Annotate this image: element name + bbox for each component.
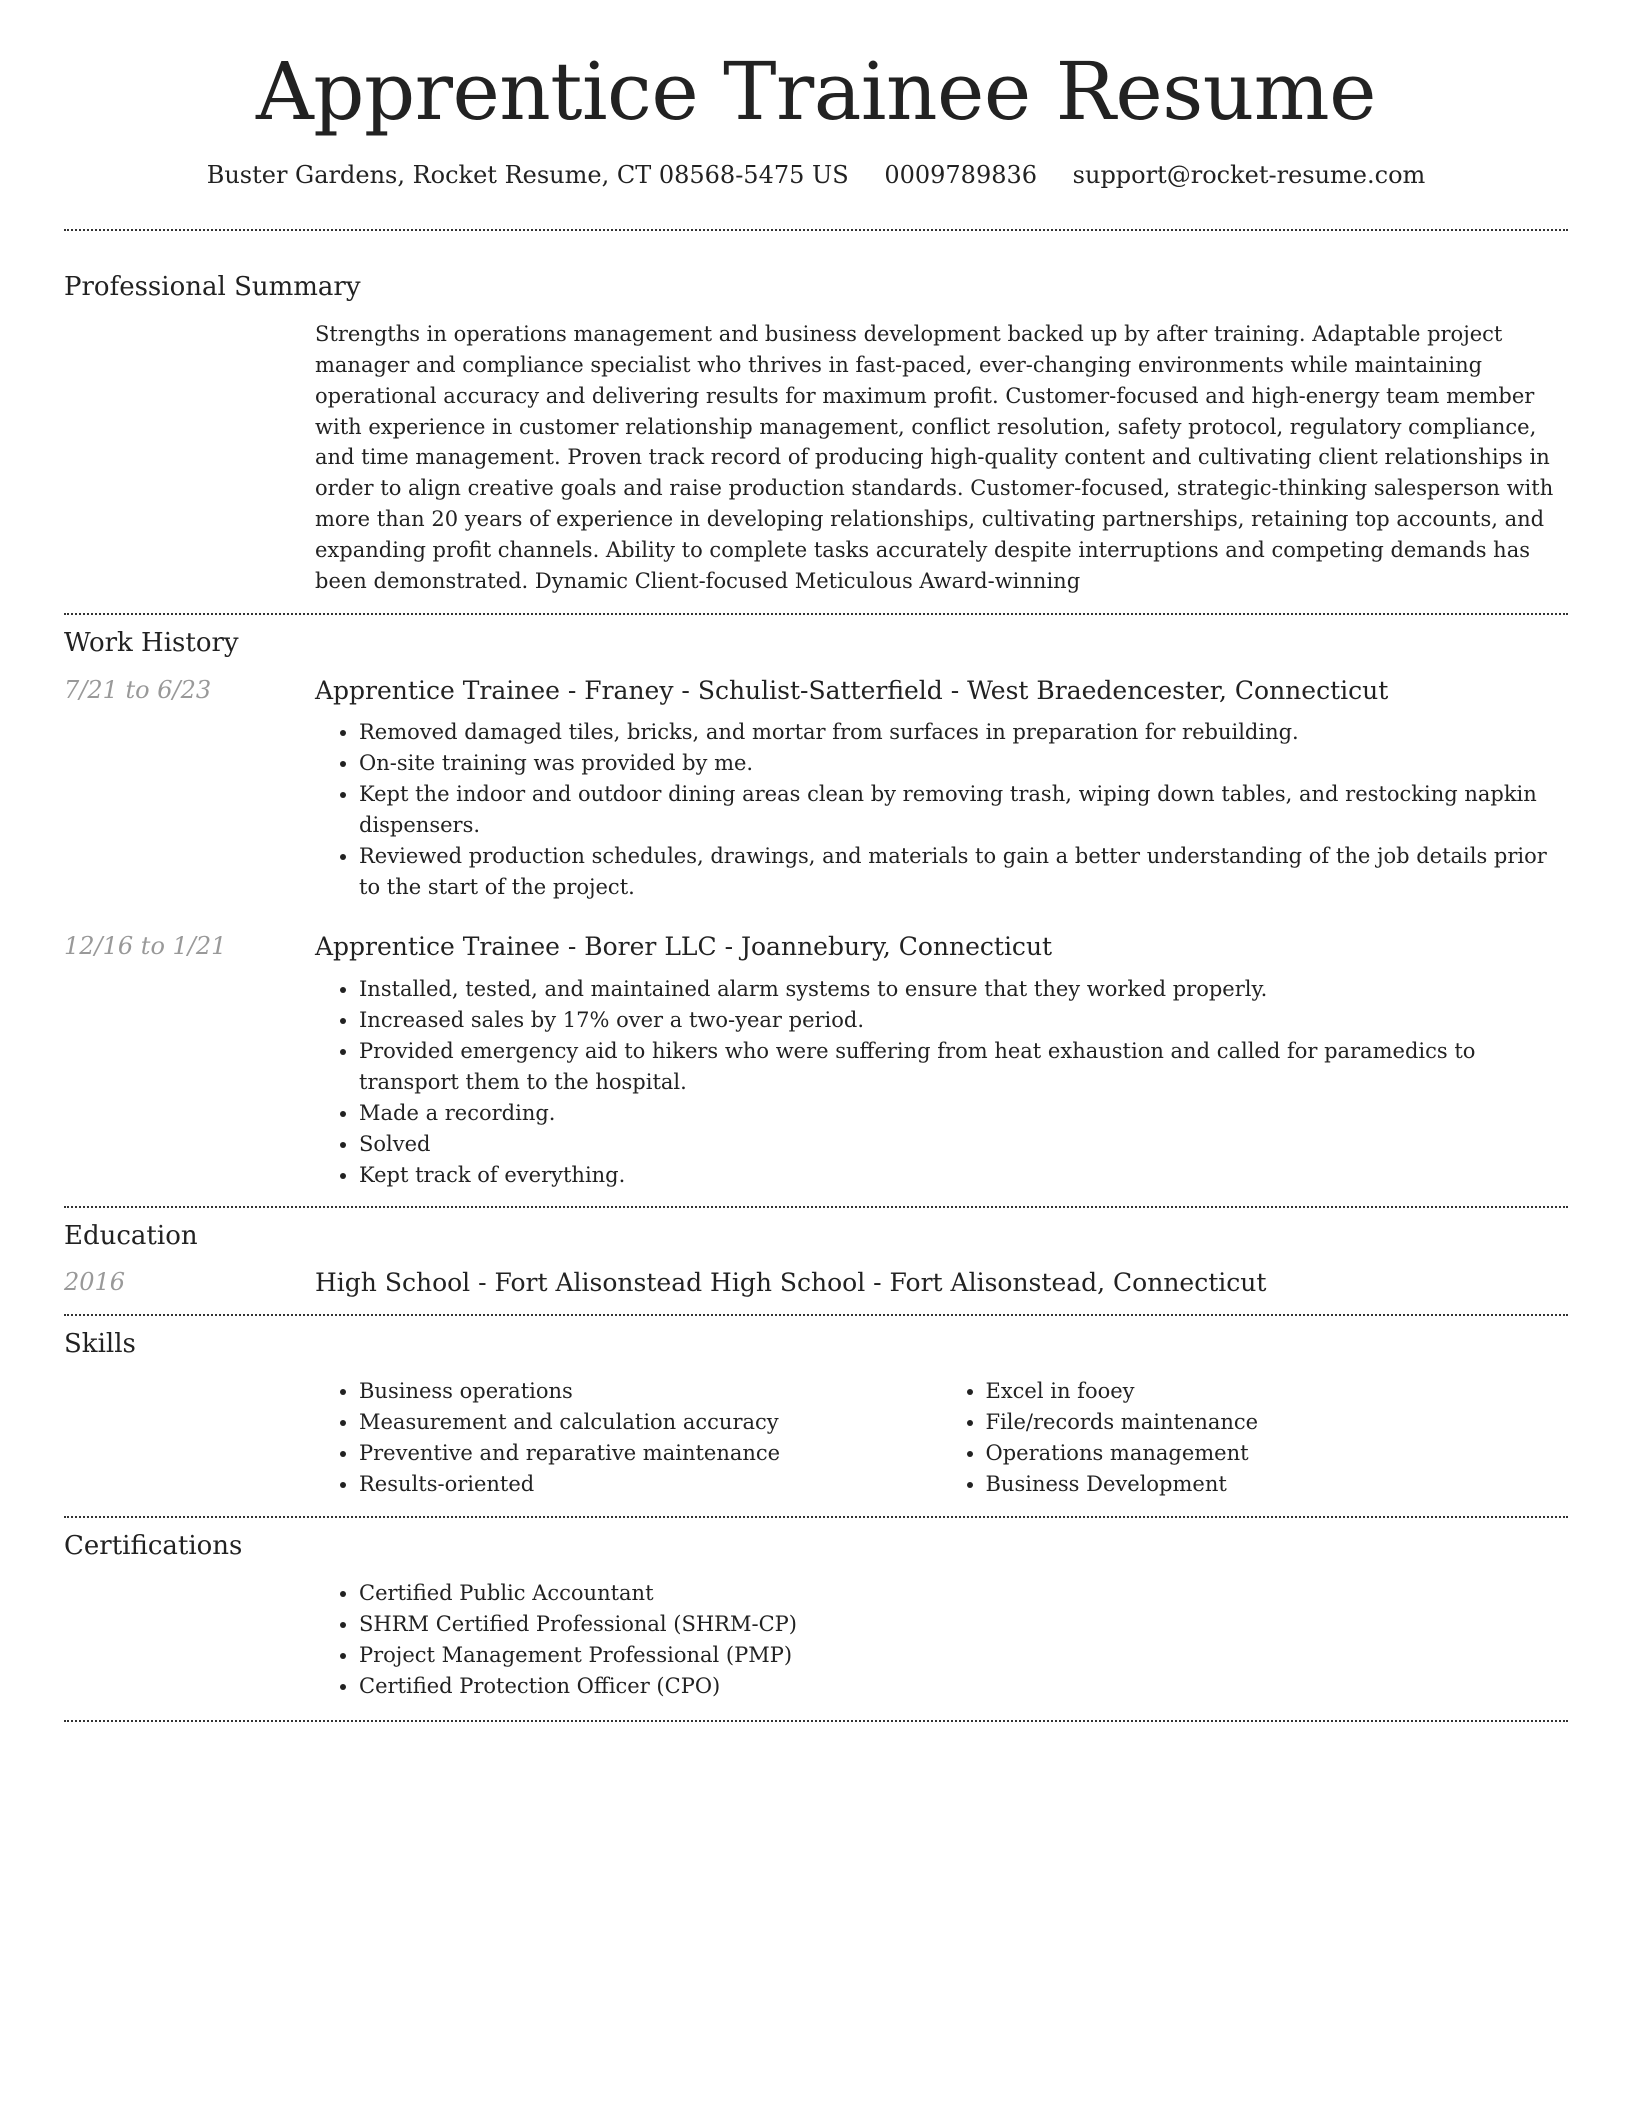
list-item: • Certified Protection Officer (CPO) (359, 1671, 1568, 1702)
list-item: • On-site training was provided by me. (359, 748, 1568, 779)
work-history-section (64, 615, 1568, 1206)
certifications-section (64, 1518, 1568, 1720)
education-title: High School - Fort Alisonstead High School - Fort Alisonstead, Connecticut (315, 1268, 1267, 1298)
list-item: • Reviewed production schedules, drawings, and materials to gain a better understanding of the job details prior to the start of the project. (359, 841, 1568, 903)
section-heading: Certifications (64, 1530, 243, 1561)
job-title: Apprentice Trainee - Franey - Schulist-Satterfield - West Braedencester, Connecticut (315, 675, 1389, 705)
list-item: • Installed, tested, and maintained alarm systems to ensure that they worked properly. (359, 974, 1568, 1005)
list-item: • Provided emergency aid to hikers who were suffering from heat exhaustion and called for paramedics to transport them to the hospital. (359, 1036, 1568, 1098)
contact-line (64, 160, 1568, 191)
education-section (64, 1208, 1568, 1314)
resume-header (64, 0, 1568, 191)
list-item: • Kept the indoor and outdoor dining areas clean by removing trash, wiping down tables, and restocking napkin dispensers. (359, 779, 1568, 841)
list-item: • Certified Public Accountant (359, 1578, 1568, 1609)
list-item: • Operations management (986, 1438, 1569, 1469)
job-title: Apprentice Trainee - Borer LLC - Joannebury, Connecticut (315, 932, 1053, 962)
page-title: Apprentice Trainee Resume (256, 45, 1376, 138)
list-item: • Preventive and reparative maintenance (359, 1438, 942, 1469)
list-item: • Solved (359, 1129, 1568, 1160)
contact-address: Buster Gardens, Rocket Resume, CT 08568-5475 US (206, 161, 849, 189)
list-item: • Business Development (986, 1469, 1569, 1500)
divider (64, 1720, 1568, 1722)
list-item: • Increased sales by 17% over a two-year period. (359, 1005, 1568, 1036)
section-heading: Professional Summary (64, 272, 361, 303)
list-item: • Project Management Professional (PMP) (359, 1640, 1568, 1671)
job-bullets (315, 717, 1568, 903)
list-item: • SHRM Certified Professional (SHRM-CP) (359, 1609, 1568, 1640)
skills-columns (315, 1376, 1568, 1500)
section-heading: Skills (64, 1328, 136, 1359)
section-heading: Work History (64, 627, 239, 658)
section-heading: Education (64, 1220, 198, 1251)
list-item: • File/records maintenance (986, 1407, 1569, 1438)
job-dates: 12/16 to 1/21 (64, 932, 227, 961)
skills-section (64, 1316, 1568, 1516)
certifications-list (315, 1578, 1568, 1702)
job-dates: 7/21 to 6/23 (64, 675, 212, 704)
summary-section (64, 231, 1568, 613)
list-item: • Measurement and calculation accuracy (359, 1407, 942, 1438)
list-item: • Removed damaged tiles, bricks, and mortar from surfaces in preparation for rebuilding. (359, 717, 1568, 748)
list-item: • Results-oriented (359, 1469, 942, 1500)
summary-text: Strengths in operations management and business development backed up by after training. Adaptable project manager and compliance specialist who thrives in fast-paced, ever-changing environments while maintaining operational accuracy and delivering results for maximum profit. Customer-focused and high-energy team member with experience in customer relationship management, conflict resolution, safety protocol, regulatory compliance, and time management. Proven track record of producing high-quality content and cultivating client relationships in order to align creative goals and raise production standards. Customer-focused, strategic-thinking salesperson with more than 20 years of experience in developing relationships, cultivating partnerships, retaining top accounts, and expanding profit channels. Ability to complete tasks accurately despite interruptions and competing demands has been demonstrated. Dynamic Client-focused Meticulous Award-winning (315, 321, 1554, 593)
education-year: 2016 (64, 1268, 126, 1297)
job-entry (64, 931, 1568, 1191)
job-bullets (315, 974, 1568, 1192)
job-entry (64, 675, 1568, 904)
list-item: • Business operations (359, 1376, 942, 1407)
contact-phone: 0009789836 (884, 161, 1038, 189)
list-item: • Kept track of everything. (359, 1160, 1568, 1191)
skills-list-left (315, 1376, 942, 1500)
contact-email: support@rocket-resume.com (1072, 161, 1426, 189)
education-entry (64, 1267, 1568, 1300)
list-item: • Made a recording. (359, 1098, 1568, 1129)
list-item: • Excel in fooey (986, 1376, 1569, 1407)
skills-list-right (942, 1376, 1569, 1500)
